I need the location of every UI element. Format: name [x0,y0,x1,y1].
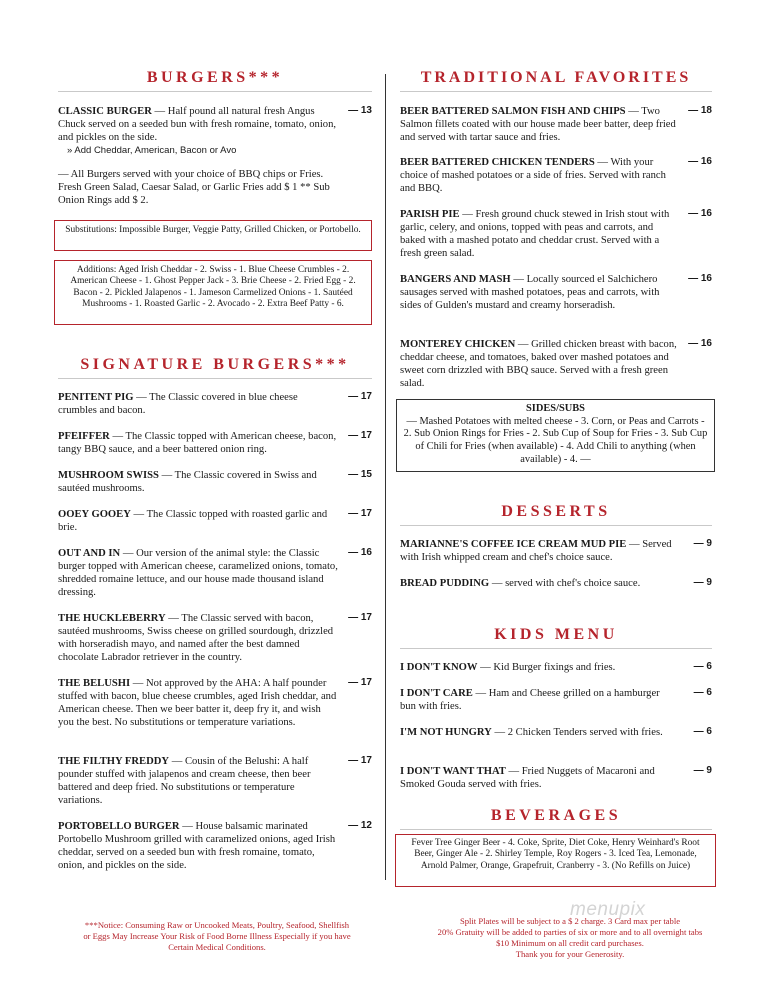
item-price: — 17 [348,755,372,766]
item-price: — 13 [348,105,372,116]
menu-item-fish-and-chips [400,105,712,144]
item-name: BANGERS AND MASH [400,274,511,285]
item-name: THE FILTHY FREDDY [58,756,170,767]
item-description: — Not approved by the AHA: A half pounder stuffed with bacon, blue cheese crumbles, aged Irish cheddar, and American cheese. Then we beer batter it, deep fry it, and wish you the best. No substitutions or temperature variations. [58,678,337,729]
item-name: MARIANNE'S COFFEE ICE CREAM MUD PIE [400,539,627,550]
item-price: — 15 [348,469,372,480]
item-price: — 6 [693,726,712,737]
item-description: — Locally sourced el Salchichero sausages served with mashed potatoes, peas and carrots, with sides of Gulden's mustard and creamy horseradish. [400,274,660,312]
traditional-favorites-heading: TRADITIONAL FAVORITES [420,69,692,86]
kids-heading-rule [400,648,712,649]
item-price: — 16 [688,208,712,219]
item-description: — The Classic topped with roasted garlic and brie. [58,509,328,534]
item-name: THE BELUSHI [58,678,131,689]
sides-subs-text: — Mashed Potatoes with melted cheese - 3. Corn, or Peas and Carrots - 2. Sub Onion Rings for Fries - 2. Sub Cup of Soup for Fries - 3. Sub Cup of Chili for Fries (when available) - 4. Add Chili to anything (when available) - 4. — [403,415,708,465]
menu-item-monterey-chicken [400,338,712,391]
item-description: — The Classic topped with American cheese, bacon, tangy BBQ sauce, and a beer battered onion ring. [58,431,337,456]
item-name: I'M NOT HUNGRY [400,727,492,738]
item-description: — The Classic covered in Swiss and sautéed mushrooms. [58,470,317,495]
traditional-heading-rule [400,91,712,92]
policy-line: 20% Gratuity will be added to parties of six or more and to all overnight tabs [437,926,703,937]
menu-item-parish-pie [400,208,712,261]
item-price: — 12 [348,820,372,831]
menu-item-i-dont-care [400,687,712,713]
item-description: — Our version of the animal style: the Classic burger topped with American cheese, caramelized onions, tomato, shredded romaine lettuce, and our house made thousand island dressing. [58,548,338,599]
item-description: — House balsamic marinated Portobello Mushroom grilled with caramelized onions, aged Irish cheddar, served on a seeded bun with fresh romaine, tomato, onion, and pickles on the side. [58,821,336,872]
item-name: BREAD PUDDING [400,578,490,589]
menu-item-i-dont-want-that [400,765,712,791]
menu-item-bread-pudding [400,577,712,590]
item-price: — 16 [688,156,712,167]
item-name: MONTEREY CHICKEN [400,339,516,350]
menu-item-pfeiffer [58,430,372,456]
signature-heading-rule [58,378,372,379]
classic-burger-addon-note: » Add Cheddar, American, Bacon or Avo [67,145,237,157]
item-description: — 2 Chicken Tenders served with fries. [491,727,663,738]
burgers-heading-rule [58,91,372,92]
menu-item-i-dont-know [400,661,712,674]
menu-item-mud-pie [400,538,712,564]
beverages-text: Fever Tree Ginger Beer - 4. Coke, Sprite, Diet Coke, Henry Weinhard's Root Beer, Ginger Ale - 2. Shirley Temple, Roy Rogers - 3. Iced Tea, Lemonade, Arnold Palmer, Orange, Grapefruit, Cranberry - 3. (No Refills on Juice) [411,838,700,871]
item-price: — 9 [693,577,712,588]
beverages-heading-rule [400,829,712,830]
menu-item-the-filthy-freddy [58,755,372,808]
all-burgers-note [58,168,372,207]
item-price: — 17 [348,612,372,623]
item-name: I DON'T KNOW [400,662,478,673]
substitutions-text: Substitutions: Impossible Burger, Veggie Patty, Grilled Chicken, or Portobello. [65,225,361,235]
left-column [58,0,372,994]
item-description: — served with chef's choice sauce. [489,578,641,589]
menu-item-portobello-burger [58,820,372,873]
item-description: — With your choice of mashed potatoes or a side of fries. Served with ranch and BBQ. [400,157,666,195]
kids-menu-heading: KIDS MENU [494,626,618,643]
menu-item-the-huckleberry [58,612,372,665]
item-description: — Kid Burger fixings and fries. [477,662,616,673]
item-description: — Fresh ground chuck stewed in Irish stout with garlic, celery, and onions, topped with peas and carrots, and baked with a mashed potato and cheddar crust. Served with a fresh green salad. [400,209,670,260]
item-description: — The Classic covered in blue cheese crumbles and bacon. [58,392,298,417]
raw-food-notice: ***Notice: Consuming Raw or Uncooked Meats, Poultry, Seafood, Shellfish or Eggs May Increase Your Risk of Food Borne Illness Especially if you have Certain Medical Conditions. [83,920,351,952]
menu-item-ooey-gooey [58,508,372,534]
menu-item-bangers-and-mash [400,273,712,312]
watermark: menupix [570,899,646,920]
item-description: — Half pound all natural fresh Angus Chuck served on a seeded bun with fresh romaine, tomato, onion, and pickles on the side. [58,106,337,144]
policy-notice [400,916,740,960]
item-name: PARISH PIE [400,209,460,220]
item-name: I DON'T CARE [400,688,473,699]
additions-box [54,260,372,325]
column-divider [385,74,386,880]
item-price: — 16 [688,338,712,349]
desserts-heading-rule [400,525,712,526]
menu-item-penitent-pig [58,391,372,417]
item-description: — Ham and Cheese grilled on a hamburger bun with fries. [400,688,660,713]
item-price: — 18 [688,105,712,116]
item-description: — Fried Nuggets of Macaroni and Smoked Gouda served with fries. [400,766,655,791]
item-price: — 17 [348,508,372,519]
sides-subs-title: SIDES/SUBS [526,403,585,414]
item-description: — Served with Irish whipped cream and chef's choice sauce. [400,539,672,564]
menu-item-mushroom-swiss [58,469,372,495]
substitutions-box [54,220,372,251]
desserts-heading: DESSERTS [501,503,611,520]
item-description: — The Classic served with bacon, sautéed mushrooms, Swiss cheese on grilled sourdough, drizzled with horseradish mayo, and named after the best damned chocolate Labrador retriever in the country. [58,613,334,664]
item-price: — 9 [693,765,712,776]
item-name: PFEIFFER [58,431,110,442]
item-name: CLASSIC BURGER [58,106,152,117]
item-price: — 16 [348,547,372,558]
sides-subs-box [396,399,715,472]
item-price: — 17 [348,430,372,441]
signature-burgers-heading: SIGNATURE BURGERS*** [80,356,350,373]
item-name: PENITENT PIG [58,392,134,403]
item-name: MUSHROOM SWISS [58,470,159,481]
item-name: PORTOBELLO BURGER [58,821,180,832]
menu-item-im-not-hungry [400,726,712,739]
burgers-heading: BURGERS*** [146,69,284,86]
policy-line: Thank you for your Generosity. [515,948,625,959]
policy-line: Split Plates will be subject to a $ 2 charge. 3 Card max per table [459,916,681,926]
menu-item-the-belushi [58,677,372,730]
additions-text: Additions: Aged Irish Cheddar - 2. Swiss - 1. Blue Cheese Crumbles - 2. American Cheese - 1. Ghost Pepper Jack - 3. Brie Cheese - 2. Fried Egg - 2. Bacon - 2. Pickled Jalapenos - 1. Jameson Carmelized Onions - 1. Sautéed Mushrooms - 1. Roasted Garlic - 2. Avocado - 2. Extra Beef Patty - 6. [70,265,356,310]
item-name: BEER BATTERED SALMON FISH AND CHIPS [400,106,626,117]
item-price: — 9 [693,538,712,549]
item-description: — Two Salmon fillets coated with our house made beer batter, deep fried and served with tartar sauce and fries. [400,106,676,144]
item-name: OUT AND IN [58,548,121,559]
item-name: I DON'T WANT THAT [400,766,506,777]
item-name: THE HUCKLEBERRY [58,613,166,624]
menu-item-out-and-in [58,547,372,600]
item-name: BEER BATTERED CHICKEN TENDERS [400,157,595,168]
beverages-box [395,834,716,887]
item-price: — 17 [348,677,372,688]
item-price: — 6 [693,661,712,672]
right-column [400,0,712,994]
item-description: — Grilled chicken breast with bacon, cheddar cheese, and tomatoes, baked over mashed potatoes and sweet corn drizzled with BBQ sauce. Served with a fresh green salad. [400,339,677,390]
item-price: — 17 [348,391,372,402]
item-price: — 16 [688,273,712,284]
beverages-heading: BEVERAGES [490,807,622,824]
item-description: — Cousin of the Belushi: A half pounder stuffed with jalapenos and cream cheese, then beer battered and deep fried. No substitutions or temperature variations. [58,756,311,807]
classic-burger-item [58,105,372,157]
policy-line: $10 Minimum on all credit card purchases. [496,937,644,948]
all-burgers-note-text: — All Burgers served with your choice of BBQ chips or Fries. Fresh Green Salad, Caesar Salad, or Garlic Fries add $ 1 ** Sub Onion Rings add $ 2. [58,169,330,207]
item-price: — 6 [693,687,712,698]
menu-item-chicken-tenders [400,156,712,195]
item-name: OOEY GOOEY [58,509,131,520]
